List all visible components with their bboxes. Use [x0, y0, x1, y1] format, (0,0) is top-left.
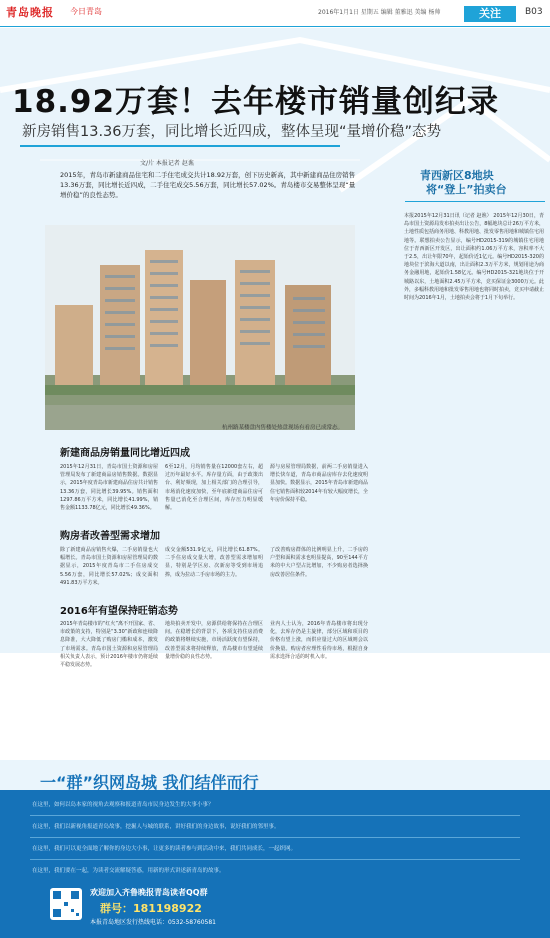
promo-line-2: 在这里，我们以新视角报道青岛故事，挖掘人与城的联系，讲好我们的身边故事，说好我们的邻里事。: [32, 824, 280, 830]
qq-group-label: 欢迎加入齐鲁晚报青岛读者QQ群: [90, 888, 208, 897]
promo-divider: [30, 859, 520, 860]
newspaper-logo: 青岛晚报: [6, 6, 54, 19]
section-2-col-3: 了改善购房群体的比例明显上升，二手房的户型和面积需求也明显提高，90至144平方米的中大户型占比增加，不少购房者选择换房改善居住条件。: [270, 547, 368, 578]
byline: 文/片 本报记者 赵谯: [140, 160, 194, 167]
section-title-2: 购房者改善型需求增加: [60, 531, 160, 542]
section-2-col-2: 成交金额531.9亿元，同比增长61.87%。二手住房成交量大增，改善型需求增加明显，特别是学区房、次新房等受到市场追捧，成为拉动二手房市场的主力。: [165, 547, 263, 578]
page-number: B03: [525, 7, 543, 17]
section-2-col-1: 除了新建商品房销售火爆，二手房销量也大幅增长。青岛市国土资源和房屋管理局的数据显示，2015年度青岛市二手住房成交5.56万套，同比增长57.02%；成交面积491.83万平方米。: [60, 547, 158, 586]
focus-badge: 关注: [464, 6, 516, 22]
qr-pattern: [50, 888, 82, 920]
promo-line-3: 在这里，我们可以更全面地了解你的身边大小事，让更多的读者参与到活动中来，我们共同成长，一起织网。: [32, 846, 297, 852]
photo-caption: 杭州路某楼盘内售楼处热盘现场有看房已成常态。: [222, 425, 344, 431]
section-name: 今日青岛: [70, 7, 102, 16]
headline-rule: [20, 145, 340, 147]
section-3-col-2: 地块拍卖开发中，房源供给将保持在合理区间。在稳增长的背景下，各项支持住房消费的政策将继续实施，市场活跃度有望保持，改善型需求将持续释放，青岛楼市有望延续量增价稳的良性态势。: [165, 621, 263, 660]
qr-code-icon: [50, 888, 82, 920]
promo-divider: [30, 837, 520, 838]
promo-line-4: 在这里，我们要在一起，为读者交流解疑答惑，用新的形式讲述新青岛的故事。: [32, 868, 225, 874]
hotline: 本报青岛地区发行热线电话：0532-58760581: [90, 919, 216, 926]
section-title-3: 2016年有望保持旺销态势: [60, 606, 178, 617]
apartment-buildings-illustration: [45, 225, 355, 430]
apartment-complex-photo: [45, 225, 355, 430]
section-3-col-1: 2015年青岛楼市的“红火”离不开国家、省、市政策的支持，特别是“3.30”新政和连续降息降准，大大降低了购房门槛和成本，激发了市场需求。青岛市国土资源和房屋管理局相关负责人表示，预计2016年楼市仍将延续平稳发展态势。: [60, 621, 158, 669]
headline: 18.92万套！去年楼市销量创纪录: [12, 84, 500, 120]
header-divider: [0, 26, 550, 27]
side-article-rule: [405, 201, 545, 202]
date-line: 2016年1月1日 星期五 编辑 董雅迅 美编 杨帅: [318, 9, 441, 16]
promo-title: 一“群”织网岛城 我们结伴而行: [40, 773, 259, 792]
qq-group-number: 群号：181198922: [100, 902, 202, 915]
section-title-1: 新建商品房销量同比增近四成: [60, 448, 190, 459]
side-article-title: 青西新区8地块: [420, 169, 494, 182]
section-1-col-1: 2015年12月31日，青岛市国土资源和房屋管理局发布了新建商品房销售数据。数据显示，2015年度青岛市新建商品住房共计销售13.36万套，同比增长39.95%。销售面积1297.86万平方米，同比增长41.99%，销售金额1133.78亿元，同比增长49.36%。: [60, 464, 158, 512]
promo-line-1: 在这里，如何以岛本家的视角去观察和报道青岛市民身边发生的大事小事？: [32, 802, 214, 808]
promo-divider: [30, 815, 520, 816]
section-1-col-2: 6至12月，月均销售量在12000套左右，超过历年最好水平。库存量方面，由于政策出台、利好频现，加上相关部门的合理引导，市场消化速度加快，至年底新建商品住房可售量已消化至合理区间，库存压力明显缓解。: [165, 464, 263, 512]
section-1-col-3: 源与房屋管理局数据，前两二手房销量进入增长快车道，青岛市商品房库存去化速度明显加快。数据显示，2015年青岛市新建商品住宅销售面积较2014年有较大幅度增长，全年房价保持平稳。: [270, 464, 368, 503]
side-article-body: 本报2015年12月31日讯（记者 赵谯） 2015年12月30日，青岛市国土资源局发布拍卖出让公告，8幅地块总计26万平方米，土地性质包括商务用地、科教用地、批发零售用地和城镇住宅用地等。联想拍卖公告显示，编号HD2015-319的城镇住宅用地位于青西新区开发区，出让面积约1.06万平方米，容积率不大于2.5，出让年限70年，起始价近1亿元。编号HD2015-320的地块位于滨海大道以南，出让面积2.3万平方米，规划用途为商务金融用地，起始价1.58亿元。编号HD2015-321地块位于开城路以东，土地面积2.45万平方米，竞买保证金3000万元。此外，多幅科教用地和批发零售用地也将同时拍卖，竞买申请截止时间为2016年1月，土地拍卖会将于1月下旬举行。: [404, 213, 545, 302]
lead-paragraph: 2015年，青岛市新建商品住宅和二手住宅成交共计18.92万套，创下历史新高，其中新建商品住房销售13.36万套，同比增长近四成，二手住宅成交5.56万套，同比增长57.02%。青岛楼市交易整体呈现“量增价稳”的良性态势。: [60, 171, 356, 199]
side-article-title-2: 将“登上”拍卖台: [426, 183, 507, 196]
subheadline: 新房销售13.36万套，同比增长近四成，整体呈现“量增价稳”态势: [22, 124, 442, 140]
section-3-col-3: 业内人士认为，2016年青岛楼市将出现分化，去库存仍是主旋律，部分区域和项目的价格有望上涨，而供应量过大的区域则会以价换量。购房者应理性看待市场，根据自身需求选择合适的时机入市。: [270, 621, 368, 660]
